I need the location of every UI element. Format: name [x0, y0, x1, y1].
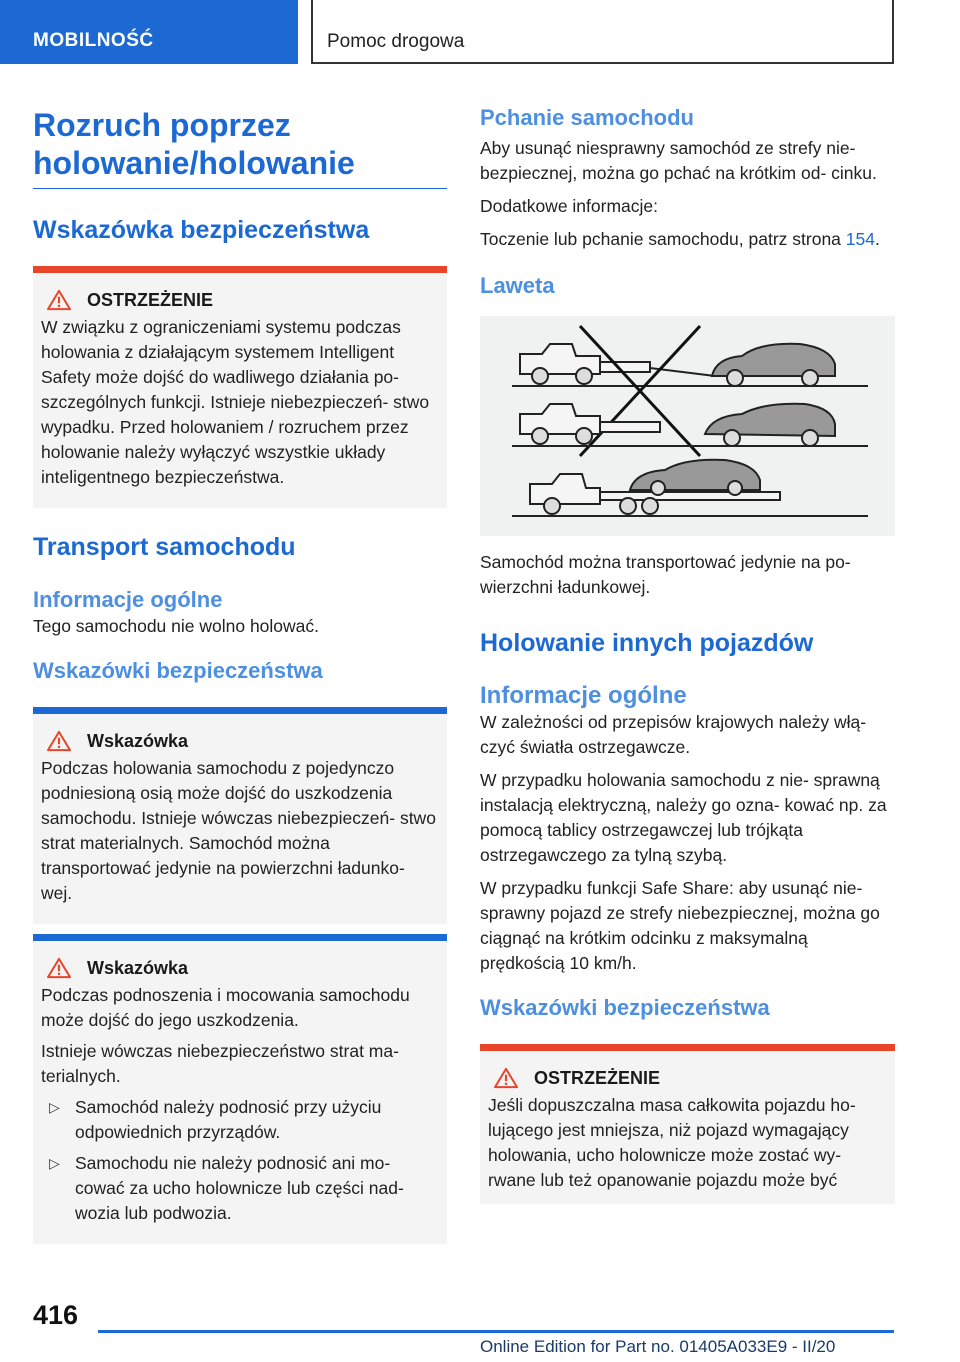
tow-other-heading: Holowanie innych pojazdów — [480, 629, 814, 657]
safety-heading: Wskazówka bezpieczeństwa — [33, 216, 370, 244]
note-title: Wskazówka — [87, 957, 189, 978]
left-column — [33, 96, 447, 1244]
warning-triangle-icon — [492, 1067, 520, 1089]
note-box — [33, 707, 447, 924]
section-title: Pomoc drogowa — [311, 0, 894, 64]
footer-divider — [98, 1330, 894, 1333]
note-text: Podczas podnoszenia i mocowania samochodu może dojść do jego uszkodzenia. — [41, 985, 410, 1030]
page-title: Rozruch poprzez holowanie/holowanie — [33, 106, 447, 189]
transport-heading: Transport samochodu — [33, 533, 296, 561]
warning-triangle-icon — [45, 730, 73, 752]
push-heading: Pchanie samochodu — [480, 105, 694, 130]
list-item: ▷ Samochodu nie należy podnosić ani mo- cować za ucho holownicze lub części nad- wozia lub podwozia. — [41, 1151, 439, 1226]
warning-triangle-icon — [45, 957, 73, 979]
warning-text: Jeśli dopuszczalna masa całkowita pojazdu ho- lującego jest mniejsza, niż pojazd wymagający holowania, ucho holownicze może zostać wy- rwane lub też opanowanie pojazdu może być — [488, 1095, 856, 1190]
warning-title: OSTRZEŻENIE — [87, 289, 214, 310]
general-info-text: Tego samochodu nie wolno holować. — [33, 616, 320, 636]
note-text: Podczas holowania samochodu z pojedynczo podniesioną osią może dojść do uszkodzenia samochodu. Istnieje wówczas niebezpieczeń- stwo strat materialnych. Samochód można transportować jedynie na powierzchni ładunko- wej. — [41, 758, 436, 903]
note-title: Wskazówka — [87, 730, 189, 751]
general-info-heading: Informacje ogólne — [33, 587, 223, 612]
warning-text: W związku z ograniczeniami systemu podczas holowania z działającym systemem Intelligent Safety może dojść do wadliwego działania po- szczególnych funkcji. Istnieje niebezpieczeń- stwo wypadku. Przed holowaniem / rozruchem przez holowanie należy wyłączyć wszystkie układy inteligentnego bezpieczeństwa. — [41, 317, 430, 487]
general-info-text: W zależności od przepisów krajowych należy włą- czyć światła ostrzegawcze. — [480, 712, 867, 757]
general-info-text: W przypadku holowania samochodu z nie- sprawną instalacją elektryczną, należy go ozna- kować np. za pomocą tablicy ostrzegawczej lub trójkąta ostrzegawczego za tylną szybą. — [480, 770, 887, 865]
warning-box — [33, 266, 447, 508]
note-text: Istnieje wówczas niebezpieczeństwo strat ma- terialnych. — [41, 1041, 399, 1086]
laweta-heading: Laweta — [480, 273, 555, 298]
warning-triangle-icon — [45, 289, 73, 311]
push-text: Aby usunąć niesprawny samochód ze strefy nie- bezpiecznej, można go pchać na krótkim od- cinku. — [480, 138, 877, 183]
safety-tips-heading: Wskazówki bezpieczeństwa — [33, 658, 323, 683]
note-box — [33, 934, 447, 1244]
general-info-text: W przypadku funkcji Safe Share: aby usunąć nie- sprawny pojazd ze strefy niebezpiecznej, można go ciągnąć na krótkim odcinku z maksymalną prędkością 10 km/h. — [480, 878, 880, 973]
page-number: 416 — [33, 1300, 79, 1330]
warning-title: OSTRZEŻENIE — [534, 1067, 661, 1088]
list-item: ▷ Samochód należy podnosić przy użyciu odpowiednich przyrządów. — [41, 1095, 439, 1145]
extra-info-text: Toczenie lub pchanie samochodu, patrz strona 154. — [480, 229, 880, 249]
warning-box — [480, 1044, 895, 1204]
chapter-tab[interactable]: MOBILNOŚĆ — [0, 0, 298, 64]
safety-tips-heading: Wskazówki bezpieczeństwa — [480, 995, 770, 1020]
laweta-text: Samochód można transportować jedynie na po- wierzchni ładunkowej. — [480, 552, 851, 597]
page-link[interactable]: 154 — [845, 229, 875, 249]
bullet-triangle-icon: ▷ — [49, 1155, 60, 1171]
bullet-triangle-icon: ▷ — [49, 1099, 60, 1115]
right-column — [480, 96, 895, 1204]
edition-info: Online Edition for Part no. 01405A033E9 - II/20 — [480, 1337, 836, 1356]
extra-info-label: Dodatkowe informacje: — [480, 196, 658, 216]
towing-illustration — [480, 316, 895, 536]
general-info-heading: Informacje ogólne — [480, 682, 687, 709]
